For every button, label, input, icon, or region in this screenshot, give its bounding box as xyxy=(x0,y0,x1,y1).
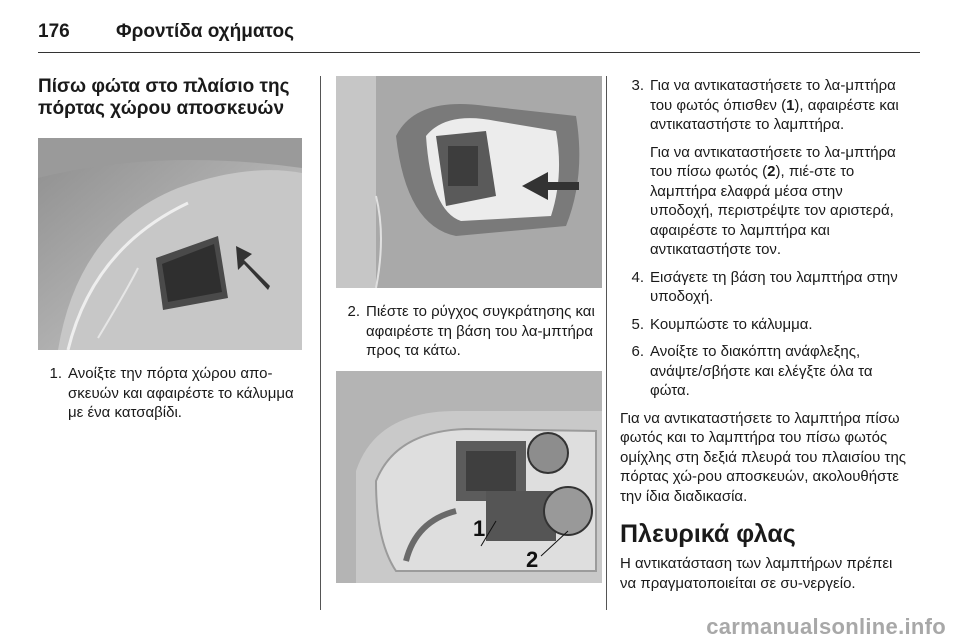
step3-text-b-after: ), πιέ-στε το λαμπτήρα ελαφρά μέσα στην υποδοχή, περιστρέψτε τον αριστερά, αφαιρέστε το λαμπτήρα και αντικαταστήστε τον. xyxy=(650,163,894,258)
step-4 xyxy=(620,268,910,307)
step-number: 6. xyxy=(631,343,644,360)
figure-bulbs xyxy=(336,371,602,583)
step-5 xyxy=(620,315,910,335)
column-divider-right xyxy=(606,76,607,610)
step-6 xyxy=(620,342,910,401)
figure-label-1: 1 xyxy=(473,515,486,541)
procedure-note: Για να αντικαταστήσετε το λαμπτήρα πίσω φωτός και το λαμπτήρα του πίσω φωτός ομίχλης στη δεξιά πλευρά του πλαισίου της πόρτας χώ-ρου αποσκευών, ακολουθήστε την ίδια διαδικασία. xyxy=(620,409,907,505)
figure-tailgate-cover xyxy=(38,138,302,350)
step3-ref-2: 2 xyxy=(767,163,776,180)
bulbs-illustration xyxy=(336,371,602,583)
section-heading xyxy=(38,76,306,120)
page-number: 176 xyxy=(38,21,70,42)
step-number: 2. xyxy=(347,303,360,320)
step3-text-b-before: Για να αντικαταστήσετε το λα-μπτήρα του πίσω φωτός ( xyxy=(650,143,896,180)
lamp-socket-illustration xyxy=(336,76,602,288)
column-left xyxy=(38,76,306,423)
watermark: carmanualsonline.info xyxy=(706,614,946,639)
step-1 xyxy=(38,364,306,423)
column-right xyxy=(620,76,910,593)
section-heading-line1: Πίσω φώτα στο πλαίσιο της xyxy=(38,76,290,97)
column-divider-left xyxy=(320,76,321,610)
step-text: Εισάγετε τη βάση του λαμπτήρα στην υποδοχή. xyxy=(650,268,898,305)
workshop-note: Η αντικατάσταση των λαμπτήρων πρέπει να πραγματοποιείται σε συ-νεργείο. xyxy=(620,555,893,592)
step3-ref-1: 1 xyxy=(786,96,795,114)
figure-label-2: 2 xyxy=(526,546,539,572)
step3-text-a-after: ), αφαιρέστε και αντικαταστήστε το λαμπτήρα. xyxy=(650,96,899,133)
step-text xyxy=(650,76,910,135)
page-header xyxy=(38,12,920,53)
step-number: 1. xyxy=(49,365,62,382)
page-title: Φροντίδα οχήματος xyxy=(116,21,294,42)
step-text: Πιέστε το ρύγχος συγκράτησης και αφαιρέστε τη βάση του λα-μπτήρα προς τα κάτω. xyxy=(366,303,595,359)
section-heading-line2: πόρτας χώρου αποσκευών xyxy=(38,98,285,119)
step-3 xyxy=(620,76,910,135)
tailgate-illustration xyxy=(38,138,302,350)
section-heading-side-indicators: Πλευρικά φλας xyxy=(620,520,796,548)
step3-text-a-before: Για να αντικαταστήσετε το λα-μπτήρα του φωτός όπισθεν ( xyxy=(650,77,896,114)
column-middle xyxy=(336,76,602,583)
step-3-continued xyxy=(620,143,910,260)
step-text: Ανοίξτε την πόρτα χώρου απο-σκευών και αφαιρέστε το κάλυμμα με ένα κατσαβίδι. xyxy=(68,365,294,421)
step-number: 4. xyxy=(631,268,644,286)
figure-lamp-socket xyxy=(336,76,602,288)
step-number: 5. xyxy=(631,315,644,333)
step-text: Ανοίξτε το διακόπτη ανάφλεξης, ανάψτε/σβήστε και ελέγξτε όλα τα φώτα. xyxy=(650,343,873,399)
step-2 xyxy=(336,302,602,361)
step-number: 3. xyxy=(631,77,644,94)
step-text: Κουμπώστε το κάλυμμα. xyxy=(650,315,813,333)
